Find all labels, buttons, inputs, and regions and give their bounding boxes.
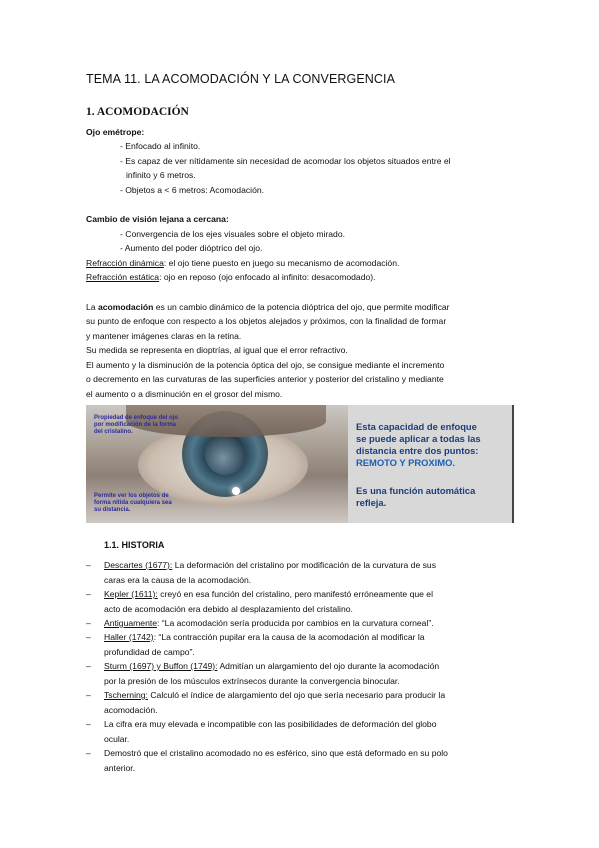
refraccion-dinamica [86,258,399,269]
historia-item [104,632,425,643]
para-bold-term: acomodación [97,302,154,312]
eye-photo [86,405,348,523]
historia-item-continuation: acto de acomodación era debido al desplazamiento del cristalino. [104,603,353,614]
figure-text-line: Es una función automática [356,485,476,496]
cambio-item: - Aumento del poder dióptrico del ojo. [120,243,263,253]
historia-item [104,589,433,600]
figure-text-line: distancia entre dos puntos: [356,445,479,456]
eye-glint [232,487,240,495]
para-line: su punto de enfoque con respecto a los objetos alejados y próximos, con la finalidad de formar [86,316,447,326]
historia-dash: – [86,719,91,729]
cambio-item: - Convergencia de los ejes visuales sobre el objeto mirado. [120,229,345,239]
historia-item-text: La cifra era muy elevada e incompatible con las posibilidades de deformación del globo [104,719,437,729]
subsection-heading-historia: 1.1. HISTORIA [104,540,165,550]
para-line: o decremento en las curvaturas de las superficies anterior y posterior del cristalino y mediante [86,374,444,384]
historia-item-author: Tscherning: [104,690,148,700]
caption-line: su distancia. [94,507,131,513]
para-line: y mantener imágenes claras en la retina. [86,331,242,341]
para-line: Su medida se representa en dioptrías, al igual que el error refractivo. [86,345,348,355]
para-line [86,302,450,313]
caption-line: Propiedad de enfoque del ojo [94,415,179,421]
section-heading-acomodacion: 1. ACOMODACIÓN [86,106,189,118]
refraccion-estatica-text: : ojo en reposo (ojo enfocado al infinito: desacomodado). [159,272,376,282]
caption-line: por modificación de la forma [94,422,177,428]
emetrope-heading: Ojo emétrope: [86,127,145,137]
para-text: La [86,302,98,312]
historia-dash: – [86,690,91,700]
emetrope-item: - Es capaz de ver nítidamente sin necesidad de acomodar los objetos situados entre el [120,156,451,166]
refraccion-dinamica-label: Refracción dinámica [86,258,164,268]
historia-item-continuation: ocular. [104,733,130,744]
historia-item-author: Sturm (1697) y Buffon (1749): [104,661,218,671]
cambio-heading: Cambio de visión lejana a cercana: [86,214,229,224]
figure-text-line: Esta capacidad de enfoque [356,421,477,432]
figure-text-line: se puede aplicar a todas las [356,433,481,444]
historia-item [104,719,437,730]
historia-item-author: Kepler (1611): [104,589,158,599]
historia-item-text: Admitían un alargamiento del ojo durante la acomodación [217,661,440,671]
historia-dash: – [86,589,91,599]
figure-text-highlight: REMOTO Y PROXIMO. [356,457,455,468]
historia-item-continuation: caras era la causa de la acomodación. [104,574,252,585]
historia-item [104,690,445,701]
accommodation-figure [86,405,514,523]
historia-dash: – [86,748,91,758]
historia-item-author: Haller (1742) [104,632,154,642]
historia-dash: – [86,632,91,642]
historia-item-continuation: anterior. [104,762,136,773]
para-line: el aumento o a disminución en el grosor del mismo. [86,389,283,399]
caption-line: del cristalino. [94,429,133,435]
historia-item-text: : “La acomodación sería producida por cambios en la curvatura corneal”. [157,618,434,628]
historia-item [104,618,434,629]
historia-item-text: Demostró que el cristalino acomodado no es esférico, sino que está deformado en su polo [104,748,448,758]
historia-item-continuation: profundidad de campo”. [104,646,195,657]
refraccion-estatica-label: Refracción estática [86,272,160,282]
eye-pupil [205,433,245,475]
page-title: TEMA 11. LA ACOMODACIÓN Y LA CONVERGENCIA [86,72,396,86]
emetrope-item: - Objetos a < 6 metros: Acomodación. [120,185,265,195]
para-line: El aumento y la disminución de la potencia óptica del ojo, se consigue mediante el incremento [86,360,445,370]
figure-edge [512,405,514,523]
refraccion-dinamica-text: : el ojo tiene puesto en juego su mecanismo de acomodación. [163,258,400,268]
historia-item-continuation: acomodación. [104,704,158,715]
historia-item [104,748,448,759]
historia-item [104,560,436,571]
caption-line: forma nítida cualquiera sea [94,500,172,506]
historia-item-author: Descartes (1677): [104,560,173,570]
emetrope-item: - Enfocado al infinito. [120,141,201,151]
historia-item-text: La deformación del cristalino por modificación de la curvatura de sus [172,560,436,570]
historia-dash: – [86,560,91,570]
figure-caption-top [94,415,178,436]
historia-item-continuation: por la presión de los músculos extrínsecos durante la convergencia binocular. [104,675,400,686]
figure-text-panel [348,405,514,523]
historia-item-text: : “La contracción pupilar era la causa de la acomodación al modificar la [153,632,425,642]
historia-dash: – [86,661,91,671]
caption-line: Permite ver los objetos de [94,493,169,499]
refraccion-estatica [86,272,376,283]
emetrope-item: infinito y 6 metros. [126,170,196,180]
para-text: es un cambio dinámico de la potencia dióptrica del ojo, que permite modificar [153,302,450,312]
historia-item-text: creyó en esa función del cristalino, pero manifestó erróneamente que el [157,589,433,599]
figure-text-line: refleja. [356,497,387,508]
historia-item [104,661,439,672]
historia-item-author: Antiguamente [104,618,158,628]
historia-item-text: Calculó el índice de alargamiento del ojo que sería necesario para producir la [147,690,446,700]
figure-caption-bottom [94,493,172,514]
historia-dash: – [86,618,91,628]
